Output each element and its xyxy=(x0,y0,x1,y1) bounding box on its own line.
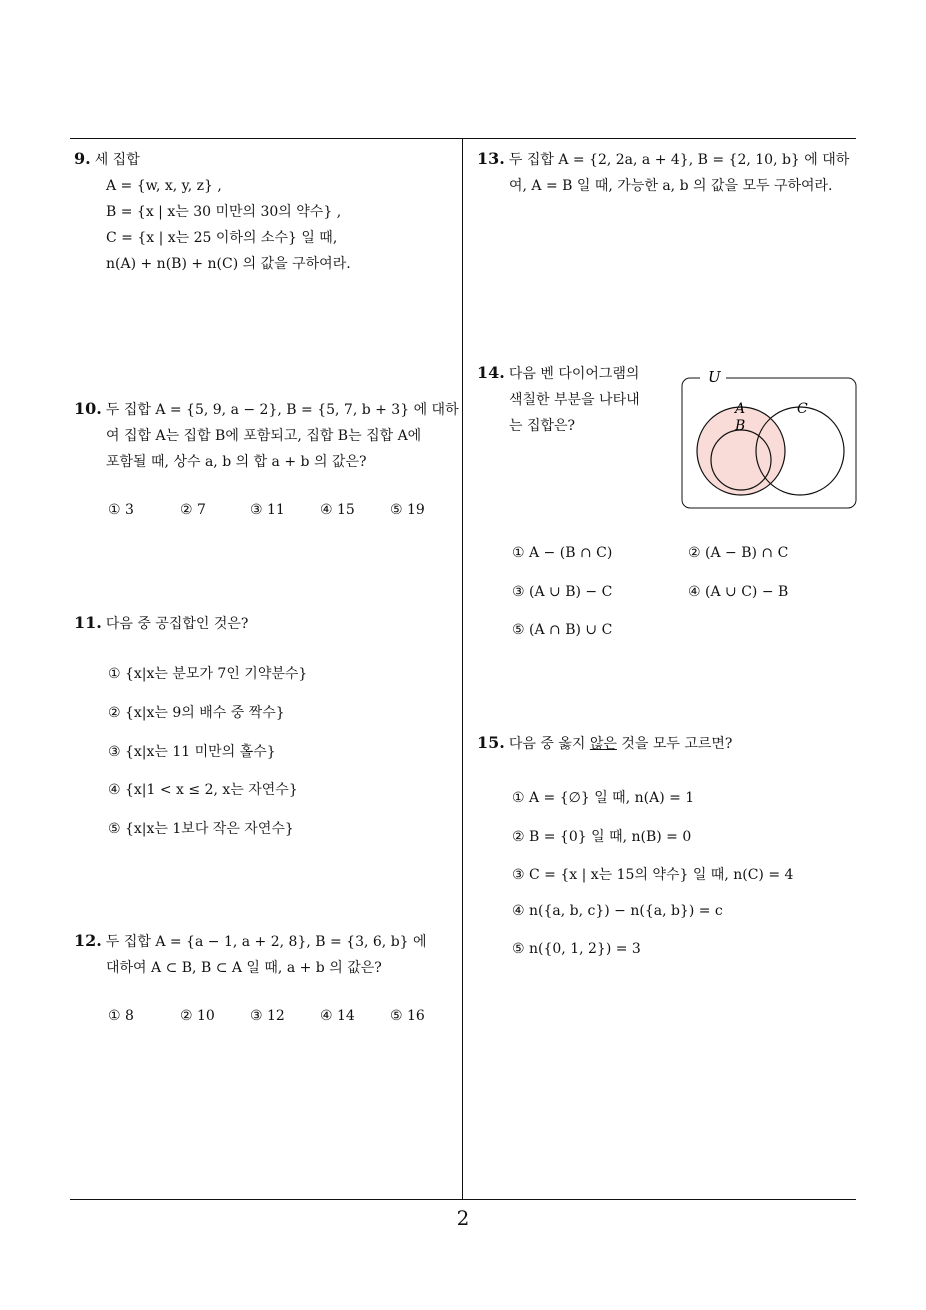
top-rule xyxy=(70,138,856,139)
option-3[interactable]: ③ C = {x | x는 15의 약수} 일 때, n(C) = 4 xyxy=(512,867,794,883)
question-number: 12. xyxy=(74,931,102,950)
option-1[interactable]: ① 8 xyxy=(108,1008,134,1024)
question-line: 다음 벤 다이어그램의 xyxy=(508,366,640,382)
question-line: 색칠한 부분을 나타내 xyxy=(509,392,640,408)
option-4[interactable]: ④ 15 xyxy=(320,502,355,518)
underlined-word: 않은 xyxy=(589,736,617,752)
option-4[interactable]: ④ n({a, b, c}) − n({a, b}) = c xyxy=(512,903,723,919)
option-3[interactable]: ③ {x|x는 11 미만의 홀수} xyxy=(108,744,276,760)
question-line: A = {w, x, y, z} , xyxy=(106,178,222,194)
option-5[interactable]: ⑤ n({0, 1, 2}) = 3 xyxy=(512,941,641,957)
option-1[interactable]: ① 3 xyxy=(108,502,134,518)
question-14 xyxy=(477,360,677,439)
question-number: 10. xyxy=(74,399,102,418)
question-line: 여 집합 A는 집합 B에 포함되고, 집합 B는 집합 A에 xyxy=(106,428,422,444)
bottom-rule xyxy=(70,1199,856,1200)
option-2[interactable]: ② 7 xyxy=(180,502,206,518)
option-3[interactable]: ③ 12 xyxy=(250,1008,285,1024)
option-3[interactable]: ③ (A ∪ B) − C xyxy=(512,584,613,600)
question-text-end: 것을 모두 고르면? xyxy=(616,736,733,752)
question-number: 13. xyxy=(477,149,505,168)
question-10 xyxy=(74,396,460,475)
question-number: 14. xyxy=(477,363,505,382)
set-b-label: B xyxy=(735,418,746,434)
question-line: 대하여 A ⊂ B, B ⊂ A 일 때, a + b 의 값은? xyxy=(106,960,382,976)
question-line: 두 집합 A = {a − 1, a + 2, 8}, B = {3, 6, b} 에 xyxy=(105,934,427,950)
question-line: 두 집합 A = {5, 9, a − 2}, B = {5, 7, b + 3} 에 대하 xyxy=(105,402,459,418)
question-line: 여, A = B 일 때, 가능한 a, b 의 값을 모두 구하여라. xyxy=(509,178,833,194)
question-line: 는 집합은? xyxy=(509,418,576,434)
question-15 xyxy=(477,730,867,757)
option-5[interactable]: ⑤ 16 xyxy=(390,1008,425,1024)
option-1[interactable]: ① A − (B ∩ C) xyxy=(512,545,613,561)
question-number: 9. xyxy=(74,149,91,168)
option-3[interactable]: ③ 11 xyxy=(250,502,285,518)
question-9 xyxy=(74,146,454,277)
question-text: 다음 중 공집합인 것은? xyxy=(105,616,249,632)
question-12 xyxy=(74,928,460,981)
set-c-label: C xyxy=(797,401,808,417)
option-1[interactable]: ① {x|x는 분모가 7인 기약분수} xyxy=(108,666,308,682)
set-a-label: A xyxy=(735,401,746,417)
question-line: n(A) + n(B) + n(C) 의 값을 구하여라. xyxy=(106,256,351,272)
option-2[interactable]: ② B = {0} 일 때, n(B) = 0 xyxy=(512,829,692,845)
option-4[interactable]: ④ (A ∪ C) − B xyxy=(688,584,789,600)
question-line: 포함될 때, 상수 a, b 의 합 a + b 의 값은? xyxy=(106,454,367,470)
venn-diagram xyxy=(680,365,860,513)
question-line: B = {x | x는 30 미만의 30의 약수} , xyxy=(106,204,342,220)
question-intro: 세 집합 xyxy=(94,152,140,168)
option-5[interactable]: ⑤ (A ∩ B) ∪ C xyxy=(512,622,613,638)
question-13 xyxy=(477,146,867,199)
column-divider xyxy=(462,138,463,1200)
question-text: 다음 중 옳지 xyxy=(508,736,590,752)
universe-label: U xyxy=(708,368,721,386)
option-2[interactable]: ② 10 xyxy=(180,1008,215,1024)
question-line: 두 집합 A = {2, 2a, a + 4}, B = {2, 10, b} 에 대하 xyxy=(508,152,850,168)
option-1[interactable]: ① A = {∅} 일 때, n(A) = 1 xyxy=(512,790,695,806)
option-2[interactable]: ② (A − B) ∩ C xyxy=(688,545,789,561)
option-5[interactable]: ⑤ {x|x는 1보다 작은 자연수} xyxy=(108,821,294,837)
option-2[interactable]: ② {x|x는 9의 배수 중 짝수} xyxy=(108,705,285,721)
option-4[interactable]: ④ 14 xyxy=(320,1008,355,1024)
page-number: 2 xyxy=(456,1206,470,1230)
question-line: C = {x | x는 25 이하의 소수} 일 때, xyxy=(106,230,338,246)
option-4[interactable]: ④ {x|1 < x ≤ 2, x는 자연수} xyxy=(108,782,298,798)
question-11 xyxy=(74,610,454,637)
question-number: 15. xyxy=(477,733,505,752)
option-5[interactable]: ⑤ 19 xyxy=(390,502,425,518)
question-number: 11. xyxy=(74,613,102,632)
